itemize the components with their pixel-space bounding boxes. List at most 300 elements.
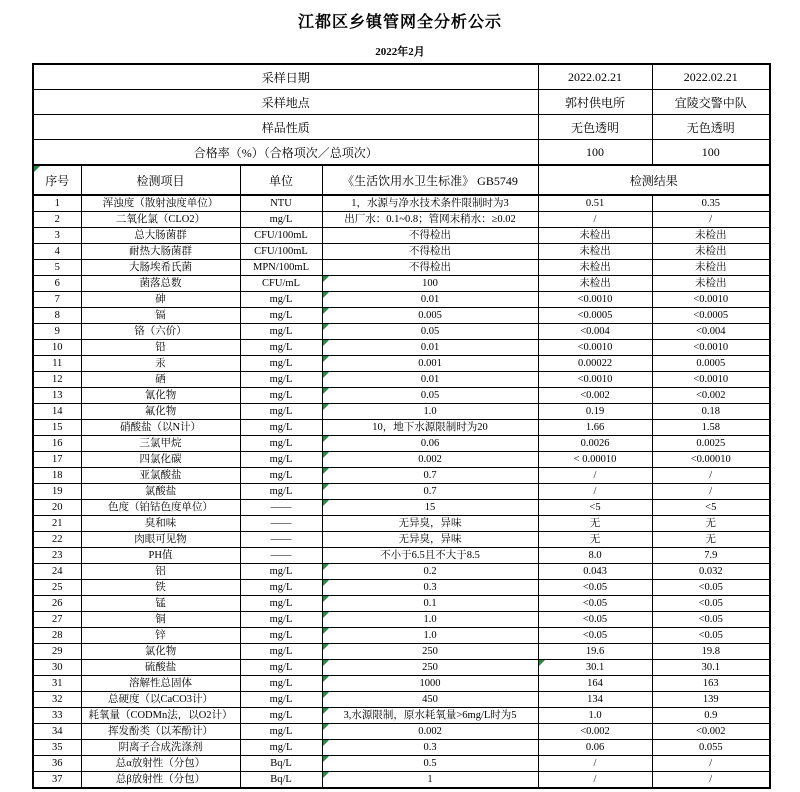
corner-flag-icon — [323, 740, 329, 746]
cell-no: 17 — [33, 452, 81, 468]
cell-result-site1: 0.06 — [538, 740, 652, 756]
cell-unit: mg/L — [240, 324, 322, 340]
cell-no: 37 — [33, 772, 81, 789]
cell-result-site1: 1.0 — [538, 708, 652, 724]
cell-standard: 0.7 — [322, 484, 538, 500]
corner-flag-icon — [323, 484, 329, 490]
cell-result-site2: 19.8 — [652, 644, 770, 660]
cell-standard: 无异臭，异味 — [322, 516, 538, 532]
cell-result-site1: 无 — [538, 532, 652, 548]
cell-standard: 出厂水：0.1~0.8；管网末稍水：≥0.02 — [322, 212, 538, 228]
cell-result-site1: / — [538, 484, 652, 500]
cell-standard: 不得检出 — [322, 244, 538, 260]
cell-result-site1: 0.043 — [538, 564, 652, 580]
table-row — [33, 340, 770, 356]
cell-result-site1: 1.66 — [538, 420, 652, 436]
cell-result-site2: <0.05 — [652, 612, 770, 628]
table-row — [33, 388, 770, 404]
corner-flag-icon — [323, 340, 329, 346]
cell-result-site2: 未检出 — [652, 244, 770, 260]
cell-unit: mg/L — [240, 212, 322, 228]
table-row — [33, 452, 770, 468]
cell-result-site1: <0.004 — [538, 324, 652, 340]
cell-standard: 0.01 — [322, 372, 538, 388]
cell-result-site2: / — [652, 484, 770, 500]
cell-result-site2: 30.1 — [652, 660, 770, 676]
cell-unit: mg/L — [240, 420, 322, 436]
cell-standard: 450 — [322, 692, 538, 708]
cell-standard: 0.002 — [322, 724, 538, 740]
cell-no: 19 — [33, 484, 81, 500]
cell-no: 31 — [33, 676, 81, 692]
corner-flag-icon — [323, 580, 329, 586]
cell-result-site1: 未检出 — [538, 276, 652, 292]
cell-no: 4 — [33, 244, 81, 260]
table-row — [33, 612, 770, 628]
cell-item: 总硬度（以CaCO3计） — [81, 692, 240, 708]
cell-no: 15 — [33, 420, 81, 436]
cell-item: 臭和味 — [81, 516, 240, 532]
cell-result-site1: <0.05 — [538, 596, 652, 612]
cell-no: 2 — [33, 212, 81, 228]
cell-standard: 1.0 — [322, 628, 538, 644]
info-value-site2: 宜陵交警中队 — [652, 90, 770, 115]
cell-no: 9 — [33, 324, 81, 340]
cell-item: 总大肠菌群 — [81, 228, 240, 244]
cell-result-site2: <0.00010 — [652, 452, 770, 468]
table-row — [33, 195, 770, 212]
cell-result-site1: 164 — [538, 676, 652, 692]
corner-flag-icon — [323, 628, 329, 634]
table-row — [33, 564, 770, 580]
table-row — [33, 692, 770, 708]
cell-result-site2: <0.0010 — [652, 372, 770, 388]
corner-flag-icon — [323, 404, 329, 410]
cell-unit: mg/L — [240, 436, 322, 452]
cell-standard: 0.005 — [322, 308, 538, 324]
cell-result-site1: <0.05 — [538, 580, 652, 596]
cell-standard: 0.3 — [322, 740, 538, 756]
info-value-site2: 100 — [652, 140, 770, 166]
cell-result-site1: <0.0005 — [538, 308, 652, 324]
cell-unit: mg/L — [240, 308, 322, 324]
corner-flag-icon — [323, 308, 329, 314]
cell-item: 铝 — [81, 564, 240, 580]
cell-result-site1: 0.51 — [538, 195, 652, 212]
cell-unit: mg/L — [240, 404, 322, 420]
cell-item: 挥发酚类（以苯酚计） — [81, 724, 240, 740]
cell-result-site2: <0.05 — [652, 580, 770, 596]
cell-item: 铜 — [81, 612, 240, 628]
cell-standard: 0.01 — [322, 340, 538, 356]
corner-flag-icon — [323, 596, 329, 602]
corner-flag-icon — [323, 692, 329, 698]
cell-result-site1: 无 — [538, 516, 652, 532]
table-row — [33, 420, 770, 436]
cell-item: 四氯化碳 — [81, 452, 240, 468]
cell-item: 阴离子合成洗涤剂 — [81, 740, 240, 756]
cell-result-site2: 0.18 — [652, 404, 770, 420]
cell-result-site2: 未检出 — [652, 228, 770, 244]
cell-result-site2: 无 — [652, 516, 770, 532]
cell-result-site2: <0.002 — [652, 388, 770, 404]
cell-result-site2: 0.032 — [652, 564, 770, 580]
cell-no: 21 — [33, 516, 81, 532]
cell-no: 14 — [33, 404, 81, 420]
corner-flag-icon — [539, 660, 545, 666]
cell-no: 34 — [33, 724, 81, 740]
cell-result-site1: / — [538, 468, 652, 484]
cell-unit: mg/L — [240, 628, 322, 644]
cell-item: 菌落总数 — [81, 276, 240, 292]
cell-result-site1: / — [538, 772, 652, 789]
cell-item: 铅 — [81, 340, 240, 356]
table-row — [33, 660, 770, 676]
cell-result-site1: <0.05 — [538, 628, 652, 644]
cell-result-site2: 未检出 — [652, 276, 770, 292]
cell-unit: CFU/100mL — [240, 228, 322, 244]
cell-result-site1: 未检出 — [538, 228, 652, 244]
cell-item: 硫酸盐 — [81, 660, 240, 676]
col-header-no — [33, 165, 81, 195]
cell-result-site1: 30.1 — [538, 660, 652, 676]
cell-result-site1: 0.19 — [538, 404, 652, 420]
cell-no: 13 — [33, 388, 81, 404]
sample-info-row — [33, 115, 770, 140]
col-header-standard: 《生活饮用水卫生标准》 GB5749 — [322, 165, 538, 195]
cell-unit: NTU — [240, 195, 322, 212]
cell-item: 锌 — [81, 628, 240, 644]
cell-item: 锰 — [81, 596, 240, 612]
cell-standard: 250 — [322, 660, 538, 676]
cell-no: 6 — [33, 276, 81, 292]
corner-flag-icon — [323, 676, 329, 682]
cell-result-site2: 0.9 — [652, 708, 770, 724]
cell-unit: —— — [240, 548, 322, 564]
cell-item: 总α放射性（分包） — [81, 756, 240, 772]
corner-flag-icon — [323, 612, 329, 618]
cell-result-site2: 未检出 — [652, 260, 770, 276]
info-value-site1: 郭村供电所 — [538, 90, 652, 115]
col-header-item: 检测项目 — [81, 165, 240, 195]
cell-no: 16 — [33, 436, 81, 452]
cell-unit: mg/L — [240, 644, 322, 660]
cell-standard: 0.01 — [322, 292, 538, 308]
corner-flag-icon — [323, 644, 329, 650]
cell-item: 氟化物 — [81, 404, 240, 420]
column-header-section — [33, 165, 770, 195]
corner-flag-icon — [323, 372, 329, 378]
cell-no: 25 — [33, 580, 81, 596]
cell-unit: mg/L — [240, 388, 322, 404]
cell-result-site2: <0.0010 — [652, 292, 770, 308]
corner-flag-icon — [323, 500, 329, 506]
cell-result-site2: <0.002 — [652, 724, 770, 740]
cell-no: 8 — [33, 308, 81, 324]
cell-standard: 不小于6.5且不大于8.5 — [322, 548, 538, 564]
cell-item: 硒 — [81, 372, 240, 388]
cell-unit: mg/L — [240, 724, 322, 740]
sample-info-row — [33, 64, 770, 90]
cell-standard: 0.002 — [322, 452, 538, 468]
cell-result-site2: 163 — [652, 676, 770, 692]
info-label: 采样日期 — [33, 64, 538, 90]
corner-flag-icon — [323, 324, 329, 330]
sample-info-row — [33, 90, 770, 115]
cell-standard: 15 — [322, 500, 538, 516]
cell-no: 30 — [33, 660, 81, 676]
cell-no: 28 — [33, 628, 81, 644]
cell-standard: 0.2 — [322, 564, 538, 580]
cell-item: 铬（六价） — [81, 324, 240, 340]
cell-standard: 0.05 — [322, 388, 538, 404]
cell-no: 11 — [33, 356, 81, 372]
corner-flag-icon — [323, 660, 329, 666]
cell-no: 23 — [33, 548, 81, 564]
cell-no: 7 — [33, 292, 81, 308]
cell-unit: mg/L — [240, 292, 322, 308]
cell-standard: 100 — [322, 276, 538, 292]
cell-item: 汞 — [81, 356, 240, 372]
corner-flag-icon — [323, 468, 329, 474]
cell-no: 36 — [33, 756, 81, 772]
cell-unit: mg/L — [240, 356, 322, 372]
cell-no: 1 — [33, 195, 81, 212]
table-row — [33, 292, 770, 308]
cell-item: 耐热大肠菌群 — [81, 244, 240, 260]
cell-unit: mg/L — [240, 452, 322, 468]
cell-result-site1: 8.0 — [538, 548, 652, 564]
col-header-unit: 单位 — [240, 165, 322, 195]
cell-unit: CFU/mL — [240, 276, 322, 292]
col-header-result: 检测结果 — [538, 165, 770, 195]
table-row — [33, 436, 770, 452]
table-row — [33, 676, 770, 692]
cell-unit: mg/L — [240, 660, 322, 676]
table-row — [33, 244, 770, 260]
cell-result-site1: <0.05 — [538, 612, 652, 628]
page-title: 江都区乡镇管网全分析公示 — [297, 14, 502, 31]
cell-no: 29 — [33, 644, 81, 660]
cell-result-site2: 0.35 — [652, 195, 770, 212]
cell-standard: 不得检出 — [322, 228, 538, 244]
info-label: 合格率（%）（合格项次／总项次） — [33, 140, 538, 166]
cell-result-site2: 0.0025 — [652, 436, 770, 452]
sample-info-section — [33, 64, 770, 165]
cell-unit: mg/L — [240, 612, 322, 628]
cell-item: 肉眼可见物 — [81, 532, 240, 548]
corner-flag-icon — [323, 436, 329, 442]
cell-unit: Bq/L — [240, 756, 322, 772]
cell-result-site1: <5 — [538, 500, 652, 516]
cell-standard: 250 — [322, 644, 538, 660]
cell-result-site2: <0.05 — [652, 596, 770, 612]
cell-result-site2: 0.0005 — [652, 356, 770, 372]
cell-no: 26 — [33, 596, 81, 612]
cell-item: 氰化物 — [81, 388, 240, 404]
corner-flag-icon — [323, 756, 329, 762]
cell-item: 硝酸盐（以N计） — [81, 420, 240, 436]
cell-result-site1: <0.0010 — [538, 292, 652, 308]
cell-result-site1: 未检出 — [538, 244, 652, 260]
cell-result-site2: 无 — [652, 532, 770, 548]
info-value-site2: 2022.02.21 — [652, 64, 770, 90]
cell-standard: 0.3 — [322, 580, 538, 596]
info-value-site1: 无色透明 — [538, 115, 652, 140]
cell-unit: mg/L — [240, 692, 322, 708]
cell-standard: 0.05 — [322, 324, 538, 340]
sample-info-row — [33, 140, 770, 166]
cell-result-site2: / — [652, 212, 770, 228]
info-value-site2: 无色透明 — [652, 115, 770, 140]
table-row — [33, 756, 770, 772]
corner-flag-icon — [323, 772, 329, 778]
cell-item: 大肠埃希氏菌 — [81, 260, 240, 276]
table-row — [33, 532, 770, 548]
cell-no: 10 — [33, 340, 81, 356]
table-row — [33, 484, 770, 500]
cell-no: 27 — [33, 612, 81, 628]
cell-standard: 1000 — [322, 676, 538, 692]
table-row — [33, 308, 770, 324]
cell-result-site1: 134 — [538, 692, 652, 708]
cell-no: 18 — [33, 468, 81, 484]
cell-result-site2: 0.055 — [652, 740, 770, 756]
info-value-site1: 100 — [538, 140, 652, 166]
corner-flag-icon — [323, 452, 329, 458]
cell-standard: 0.5 — [322, 756, 538, 772]
info-label: 采样地点 — [33, 90, 538, 115]
cell-result-site1: <0.0010 — [538, 372, 652, 388]
cell-result-site2: 1.58 — [652, 420, 770, 436]
cell-unit: —— — [240, 532, 322, 548]
table-row — [33, 276, 770, 292]
cell-unit: mg/L — [240, 708, 322, 724]
cell-unit: MPN/100mL — [240, 260, 322, 276]
table-row — [33, 708, 770, 724]
table-row — [33, 724, 770, 740]
corner-flag-icon — [323, 292, 329, 298]
table-row — [33, 596, 770, 612]
table-row — [33, 324, 770, 340]
corner-flag-icon — [323, 356, 329, 362]
cell-standard: 1，水源与净水技术条件限制时为3 — [322, 195, 538, 212]
info-value-site1: 2022.02.21 — [538, 64, 652, 90]
cell-result-site2: <0.004 — [652, 324, 770, 340]
cell-item: 二氧化氯（CLO2） — [81, 212, 240, 228]
analysis-table — [32, 63, 771, 789]
cell-result-site1: 19.6 — [538, 644, 652, 660]
cell-result-site1: <0.002 — [538, 724, 652, 740]
info-label: 样品性质 — [33, 115, 538, 140]
cell-standard: 1 — [322, 772, 538, 789]
table-row — [33, 356, 770, 372]
cell-standard: 无异臭，异味 — [322, 532, 538, 548]
table-row — [33, 772, 770, 789]
cell-no: 33 — [33, 708, 81, 724]
table-row — [33, 548, 770, 564]
corner-flag-icon — [34, 166, 40, 172]
cell-standard: 1.0 — [322, 404, 538, 420]
cell-unit: mg/L — [240, 468, 322, 484]
cell-no: 20 — [33, 500, 81, 516]
cell-unit: mg/L — [240, 580, 322, 596]
cell-unit: mg/L — [240, 340, 322, 356]
cell-item: 色度（铂钴色度单位） — [81, 500, 240, 516]
cell-item: PH值 — [81, 548, 240, 564]
table-row — [33, 580, 770, 596]
cell-result-site1: 0.0026 — [538, 436, 652, 452]
cell-unit: mg/L — [240, 676, 322, 692]
column-header-row — [33, 165, 770, 195]
cell-standard: 不得检出 — [322, 260, 538, 276]
corner-flag-icon — [323, 564, 329, 570]
report-month: 2022年2月 — [375, 46, 425, 58]
corner-flag-icon — [323, 276, 329, 282]
cell-standard: 1.0 — [322, 612, 538, 628]
col-header-no-label: 序号 — [45, 173, 70, 188]
cell-result-site1: / — [538, 212, 652, 228]
cell-result-site2: / — [652, 772, 770, 789]
cell-item: 浑浊度（散射浊度单位） — [81, 195, 240, 212]
cell-no: 3 — [33, 228, 81, 244]
cell-item: 总β放射性（分包） — [81, 772, 240, 789]
table-row — [33, 260, 770, 276]
cell-no: 5 — [33, 260, 81, 276]
cell-unit: mg/L — [240, 372, 322, 388]
table-row — [33, 628, 770, 644]
table-row — [33, 372, 770, 388]
cell-item: 氯酸盐 — [81, 484, 240, 500]
cell-result-site2: 139 — [652, 692, 770, 708]
cell-result-site2: <0.0005 — [652, 308, 770, 324]
cell-no: 35 — [33, 740, 81, 756]
cell-result-site2: / — [652, 468, 770, 484]
cell-standard: 0.06 — [322, 436, 538, 452]
table-row — [33, 644, 770, 660]
cell-result-site2: 7.9 — [652, 548, 770, 564]
cell-standard: 0.1 — [322, 596, 538, 612]
cell-item: 镉 — [81, 308, 240, 324]
cell-standard: 0.7 — [322, 468, 538, 484]
cell-no: 12 — [33, 372, 81, 388]
cell-result-site1: <0.002 — [538, 388, 652, 404]
cell-no: 24 — [33, 564, 81, 580]
cell-result-site2: <0.05 — [652, 628, 770, 644]
cell-item: 溶解性总固体 — [81, 676, 240, 692]
table-row — [33, 212, 770, 228]
cell-no: 32 — [33, 692, 81, 708]
cell-unit: —— — [240, 516, 322, 532]
corner-flag-icon — [323, 724, 329, 730]
table-row — [33, 228, 770, 244]
cell-item: 三氯甲烷 — [81, 436, 240, 452]
cell-unit: Bq/L — [240, 772, 322, 789]
cell-standard: 10，地下水源限制时为20 — [322, 420, 538, 436]
cell-result-site1: <0.0010 — [538, 340, 652, 356]
cell-item: 亚氯酸盐 — [81, 468, 240, 484]
cell-unit: —— — [240, 500, 322, 516]
cell-item: 铁 — [81, 580, 240, 596]
corner-flag-icon — [323, 388, 329, 394]
table-row — [33, 468, 770, 484]
table-row — [33, 740, 770, 756]
cell-item: 砷 — [81, 292, 240, 308]
cell-item: 氯化物 — [81, 644, 240, 660]
cell-result-site2: <5 — [652, 500, 770, 516]
results-section — [33, 195, 770, 788]
cell-result-site1: / — [538, 756, 652, 772]
